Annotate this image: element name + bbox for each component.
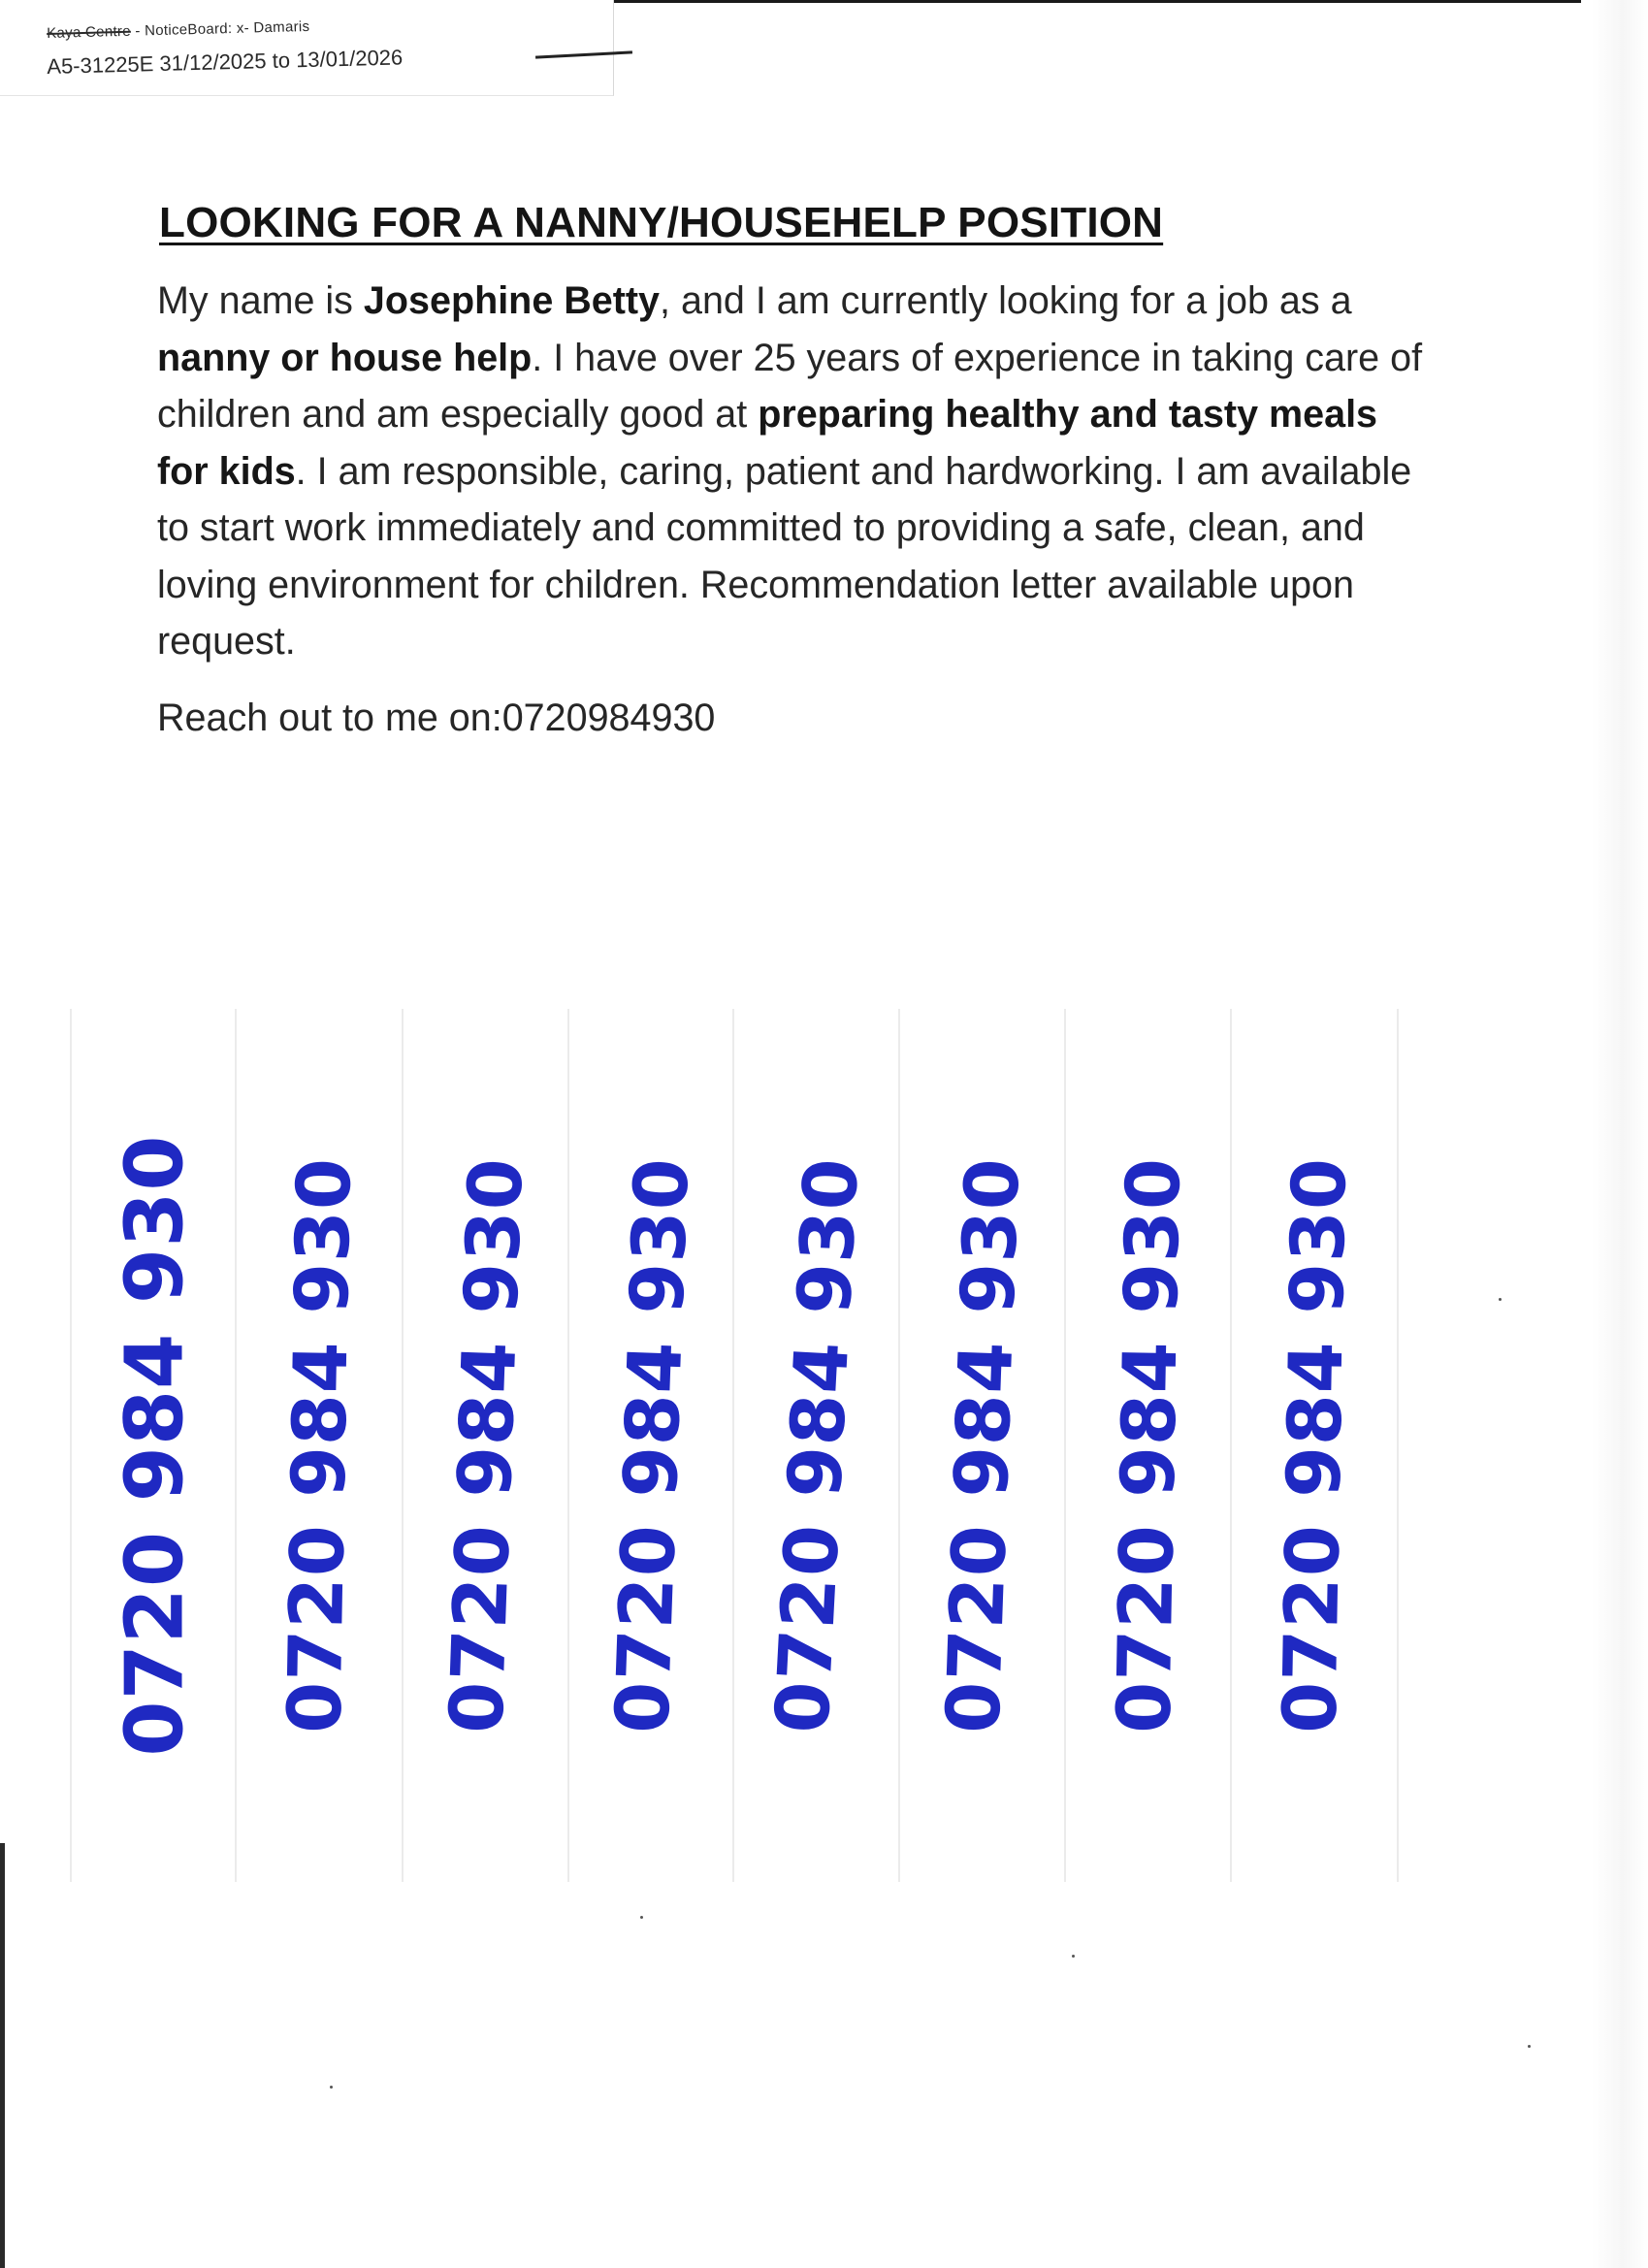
tear-off-tab[interactable] bbox=[70, 1009, 237, 1882]
key-skill: preparing healthy and tasty meals for kids bbox=[157, 393, 1378, 493]
contact-label: Reach out to me on: bbox=[157, 696, 502, 739]
body-text-2: , and I am currently looking for a job as a bbox=[660, 279, 1352, 322]
scan-speck bbox=[330, 2086, 333, 2089]
tear-off-tab[interactable] bbox=[732, 1009, 899, 1882]
notice-content bbox=[157, 199, 1438, 746]
tab-phone-number: 0720 984 930 bbox=[1266, 1156, 1363, 1734]
body-intro: My name is bbox=[157, 279, 364, 322]
tear-off-tab[interactable] bbox=[235, 1009, 402, 1882]
tear-off-tab[interactable] bbox=[1064, 1009, 1231, 1882]
tab-phone-number: 0720 984 930 bbox=[929, 1155, 1036, 1735]
scan-speck bbox=[640, 1916, 643, 1919]
tear-off-tab[interactable] bbox=[1230, 1009, 1399, 1882]
notice-body bbox=[157, 273, 1438, 670]
scan-edge-left bbox=[0, 1843, 5, 2268]
tab-phone-number: 0720 984 930 bbox=[107, 1134, 202, 1757]
tear-off-tab[interactable] bbox=[898, 1009, 1065, 1882]
tab-phone-number: 0720 984 930 bbox=[598, 1155, 705, 1735]
scan-edge-top bbox=[611, 0, 1581, 3]
noticeboard-stamp bbox=[0, 0, 614, 96]
applicant-name: Josephine Betty bbox=[363, 279, 661, 322]
contact-phone: 0720984930 bbox=[501, 696, 716, 739]
stamp-dash bbox=[535, 50, 632, 58]
scan-speck bbox=[1499, 1298, 1502, 1301]
tab-phone-number: 0720 984 930 bbox=[1100, 1156, 1197, 1734]
stamp-location-line bbox=[47, 18, 310, 42]
body-text-4: . I am responsible, caring, patient and hardworking. I am available to start work immediately and committed to providing a safe, clean, and loving environment for children. Recommendation letter available upon request. bbox=[157, 449, 1412, 663]
tear-off-tab[interactable] bbox=[567, 1009, 734, 1882]
stamp-board-text: - NoticeBoard: x- Damaris bbox=[130, 17, 310, 40]
tear-off-tab[interactable] bbox=[402, 1009, 568, 1882]
body-text-3: . I have over 25 years of experience in taking care of children and am especially good at bbox=[157, 336, 1423, 436]
notice-title: LOOKING FOR A NANNY/HOUSEHELP POSITION bbox=[159, 199, 1164, 246]
tab-phone-number: 0720 984 930 bbox=[433, 1155, 539, 1735]
stamp-struck-text: Kaya Centre bbox=[47, 22, 132, 42]
scan-speck bbox=[1528, 2045, 1531, 2048]
tab-phone-number: 0720 984 930 bbox=[271, 1156, 368, 1734]
tear-off-tabs bbox=[0, 1009, 1552, 1882]
stamp-ref-dates: A5-31225E 31/12/2025 to 13/01/2026 bbox=[47, 45, 404, 79]
tab-phone-number: 0720 984 930 bbox=[759, 1155, 875, 1735]
scan-shadow-right bbox=[1592, 0, 1648, 2268]
desired-role: nanny or house help bbox=[157, 336, 533, 379]
contact-line bbox=[157, 690, 1438, 746]
scan-speck bbox=[1072, 1955, 1075, 1958]
